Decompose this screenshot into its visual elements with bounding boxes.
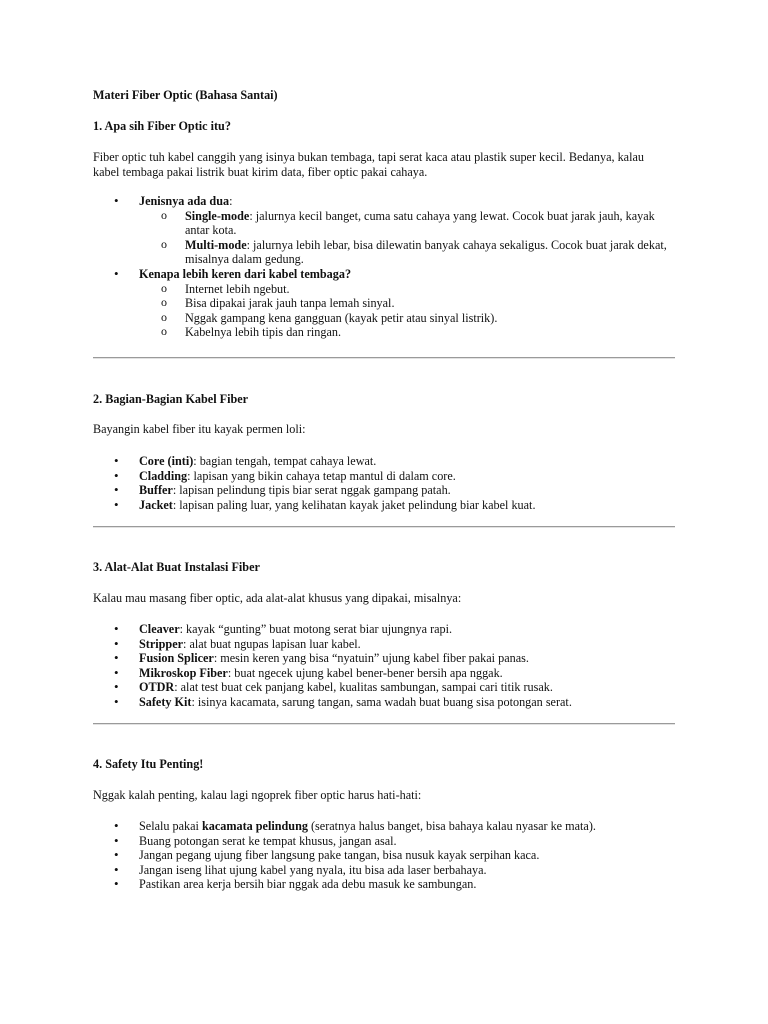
list-item-term: Single-mode bbox=[185, 208, 250, 223]
list-item-term: OTDR bbox=[139, 680, 175, 695]
list-item: • Buang potongan serat ke tempat khusus, jangan asal. bbox=[93, 834, 673, 849]
jenis-sublist bbox=[139, 209, 673, 267]
kenapa-sublist bbox=[139, 282, 673, 340]
list-item: • Jangan iseng lihat ujung kabel yang nyala, itu bisa ada laser berbahaya. bbox=[93, 863, 673, 878]
section-2-intro: Bayangin kabel fiber itu kayak permen loli: bbox=[93, 422, 306, 436]
list-item-term: Fusion Splicer bbox=[139, 651, 214, 666]
list-item: • Stripper: alat buat ngupas lapisan luar kabel. bbox=[93, 637, 673, 652]
section-2-list bbox=[93, 454, 673, 512]
list-item: • OTDR: alat test buat cek panjang kabel, kualitas sambungan, sampai cari titik rusak. bbox=[93, 680, 673, 695]
section-1-list bbox=[93, 194, 673, 340]
section-4-intro: Nggak kalah penting, kalau lagi ngoprek fiber optic harus hati-hati: bbox=[93, 788, 422, 802]
list-item-term: Stripper bbox=[139, 636, 184, 651]
list-item: • Cladding: lapisan yang bikin cahaya tetap mantul di dalam core. bbox=[93, 469, 673, 484]
list-item: • Mikroskop Fiber: buat ngecek ujung kabel bener-bener bersih apa nggak. bbox=[93, 666, 673, 681]
sublist-item: o Multi-mode: jalurnya lebih lebar, bisa dilewatin banyak cahaya sekaligus. Cocok buat jarak dekat, misalnya dalam gedung. bbox=[139, 238, 673, 267]
list-item: • Selalu pakai kacamata pelindung (seratnya halus banget, bisa bahaya kalau nyasar ke mata). bbox=[93, 819, 673, 834]
list-item: • Jacket: lapisan paling luar, yang kelihatan kayak jaket pelindung biar kabel kuat. bbox=[93, 498, 673, 513]
list-item-term: Core (inti) bbox=[139, 454, 194, 468]
sublist-item: o Bisa dipakai jarak jauh tanpa lemah sinyal. bbox=[139, 296, 673, 311]
list-item: • Buffer: lapisan pelindung tipis biar serat nggak gampang patah. bbox=[93, 483, 673, 498]
list-item: • Fusion Splicer: mesin keren yang bisa “nyatuin” ujung kabel fiber pakai panas. bbox=[93, 651, 673, 666]
list-item: • Pastikan area kerja bersih biar nggak ada debu masuk ke sambungan. bbox=[93, 877, 673, 892]
document-title: Materi Fiber Optic (Bahasa Santai) bbox=[93, 88, 278, 102]
list-item: • Core (inti): bagian tengah, tempat cahaya lewat. bbox=[93, 454, 673, 469]
sublist-item: o Single-mode: jalurnya kecil banget, cuma satu cahaya yang lewat. Cocok buat jarak jauh, kayak antar kota. bbox=[139, 209, 673, 238]
horizontal-divider bbox=[93, 723, 675, 725]
list-item-term: Safety Kit bbox=[139, 694, 192, 709]
list-item-term: Mikroskop Fiber bbox=[139, 665, 228, 680]
section-3-list bbox=[93, 622, 673, 710]
section-4-heading: 4. Safety Itu Penting! bbox=[93, 757, 204, 771]
list-item-term: Cleaver bbox=[139, 622, 180, 636]
list-item-kenapa bbox=[93, 267, 673, 340]
list-item-term: Multi-mode bbox=[185, 237, 247, 252]
list-item-term: Cladding bbox=[139, 468, 188, 483]
list-item-term: Jacket bbox=[139, 497, 173, 512]
list-item-term: kacamata pelindung bbox=[201, 819, 308, 833]
list-item: • Jangan pegang ujung fiber langsung pake tangan, bisa nusuk kayak serpihan kaca. bbox=[93, 848, 673, 863]
section-3-heading: 3. Alat-Alat Buat Instalasi Fiber bbox=[93, 560, 260, 574]
horizontal-divider bbox=[93, 526, 675, 528]
list-item-jenis: • Jenisnya ada dua: o Single-mode: jalurnya kecil banget, cuma satu cahaya yang lewat. Cocok buat jarak jauh, kayak antar kota. o Multi-mode: jalurnya lebih lebar, bisa dilewatin banyak cahaya sekaligus. Cocok buat jarak dekat, misalnya dalam gedung. bbox=[93, 194, 673, 267]
horizontal-divider bbox=[93, 357, 675, 359]
section-3-intro: Kalau mau masang fiber optic, ada alat-alat khusus yang dipakai, misalnya: bbox=[93, 591, 462, 605]
list-item: • Cleaver: kayak “gunting” buat motong serat biar ujungnya rapi. bbox=[93, 622, 673, 637]
list-item-term: Jenisnya ada dua bbox=[139, 194, 230, 208]
sublist-item: o Kabelnya lebih tipis dan ringan. bbox=[139, 325, 673, 340]
section-1-intro: Fiber optic tuh kabel canggih yang isinya bukan tembaga, tapi serat kaca atau plastik super kecil. Bedanya, kalau kabel tembaga pakai listrik buat kirim data, fiber optic pakai cahaya. bbox=[93, 150, 644, 179]
sublist-item: o Nggak gampang kena gangguan (kayak petir atau sinyal listrik). bbox=[139, 311, 673, 326]
section-2-heading: 2. Bagian-Bagian Kabel Fiber bbox=[93, 392, 249, 406]
section-1-heading: 1. Apa sih Fiber Optic itu? bbox=[93, 119, 231, 133]
list-item: • Safety Kit: isinya kacamata, sarung tangan, sama wadah buat buang sisa potongan serat. bbox=[93, 695, 673, 710]
section-4-list bbox=[93, 819, 673, 892]
list-item-term: Buffer bbox=[139, 483, 173, 498]
sublist-item: o Internet lebih ngebut. bbox=[139, 282, 673, 297]
list-item-term: Kenapa lebih keren dari kabel tembaga? bbox=[139, 266, 352, 281]
